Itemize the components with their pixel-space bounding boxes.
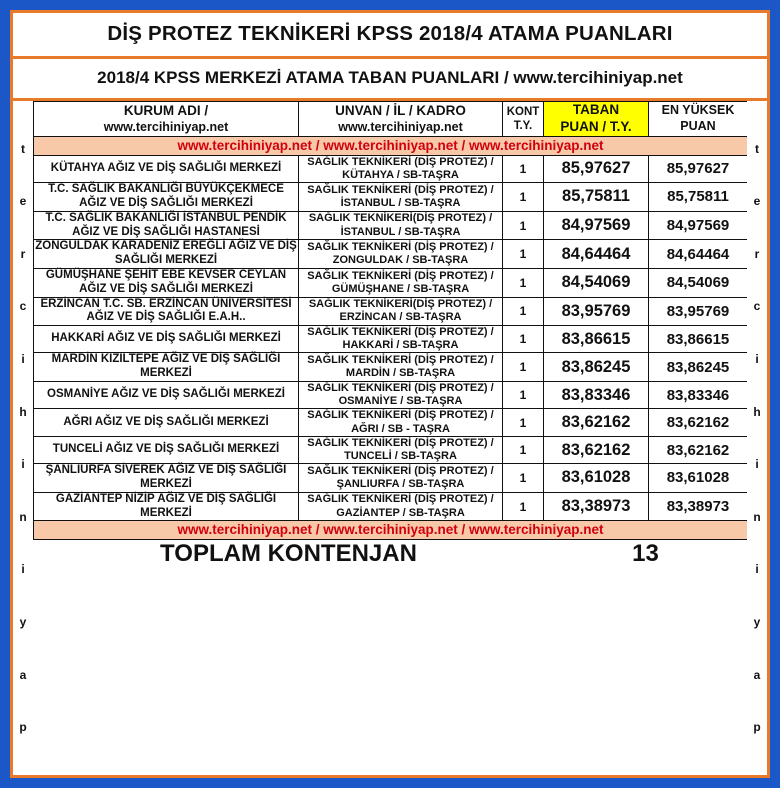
side-letter: i (755, 562, 759, 577)
cell-unvan: SAĞLIK TEKNİKERİ (DİŞ PROTEZ) / ZONGULDAK / SB-TAŞRA (299, 240, 503, 269)
cell-kurum: ZONGULDAK KARADENİZ EREĞLİ AĞIZ VE DİŞ SAĞLIĞI MERKEZİ (34, 240, 299, 269)
promo-text: www.tercihiniyap.net / www.tercihiniyap.net / www.tercihiniyap.net (177, 137, 604, 153)
cell-taban-puan: 83,62162 (544, 409, 649, 436)
cell-kontenjan: 1 (503, 409, 544, 436)
side-letter: i (21, 562, 25, 577)
table-body (34, 155, 748, 568)
cell-taban-puan: 84,97569 (544, 211, 649, 240)
side-letter: y (753, 615, 761, 630)
cell-unvan: SAĞLIK TEKNİKERİ (DİŞ PROTEZ) / AĞRI / SB - TAŞRA (299, 409, 503, 436)
cell-en-yuksek-puan: 83,38973 (649, 492, 748, 521)
cell-kurum: ŞANLIURFA SİVEREK AĞIZ VE DİŞ SAĞLIĞI MERKEZİ (34, 464, 299, 493)
cell-kurum: T.C. SAĞLIK BAKANLIĞI BÜYÜKÇEKMECE AĞIZ VE DİŞ SAĞLIĞI MERKEZİ (34, 183, 299, 212)
side-letter: r (754, 246, 760, 261)
side-letter: h (19, 404, 27, 419)
side-letter: i (21, 352, 25, 367)
cell-kontenjan: 1 (503, 492, 544, 521)
side-letters-right (747, 101, 767, 775)
side-letter: a (19, 667, 27, 682)
cell-unvan: SAĞLIK TEKNİKERİ (DİŞ PROTEZ) / GÜMÜŞHANE / SB-TAŞRA (299, 268, 503, 297)
promo-cell (34, 521, 748, 540)
cell-kurum: MARDİN KIZILTEPE AĞIZ VE DİŞ SAĞLIĞI MERKEZİ (34, 353, 299, 382)
side-letter: c (753, 299, 761, 314)
cell-kontenjan: 1 (503, 183, 544, 212)
side-letter: t (755, 141, 759, 156)
col-header-kurum: KURUM ADI / www.tercihiniyap.net (34, 102, 299, 137)
document-frame (10, 10, 770, 778)
cell-kontenjan: 1 (503, 382, 544, 409)
cell-en-yuksek-puan: 83,95769 (649, 297, 748, 326)
cell-kontenjan: 1 (503, 155, 544, 182)
side-letter: n (19, 509, 27, 524)
cell-taban-puan: 83,61028 (544, 464, 649, 493)
cell-kurum: ERZİNCAN T.C. SB. ERZİNCAN ÜNİVERSİTESİ AĞIZ VE DİŞ SAĞLIĞI E.A.H.. (34, 297, 299, 326)
table-row (34, 436, 748, 463)
table-row (34, 464, 748, 493)
cell-taban-puan: 84,54069 (544, 268, 649, 297)
table-header-row (34, 102, 748, 137)
total-row (34, 540, 748, 569)
cell-kontenjan: 1 (503, 268, 544, 297)
cell-en-yuksek-puan: 85,75811 (649, 183, 748, 212)
cell-taban-puan: 83,62162 (544, 436, 649, 463)
cell-unvan: SAĞLIK TEKNİKERİ(DİŞ PROTEZ) / ERZİNCAN / SB-TAŞRA (299, 297, 503, 326)
cell-kontenjan: 1 (503, 211, 544, 240)
cell-taban-puan: 84,64464 (544, 240, 649, 269)
table-row (34, 382, 748, 409)
cell-taban-puan: 83,95769 (544, 297, 649, 326)
cell-kurum: T.C. SAĞLIK BAKANLIĞI İSTANBUL PENDİK AĞIZ VE DİŞ SAĞLIĞI HASTANESİ (34, 211, 299, 240)
side-letter: i (755, 352, 759, 367)
side-letter: n (753, 509, 761, 524)
cell-en-yuksek-puan: 83,62162 (649, 409, 748, 436)
page-title: DİŞ PROTEZ TEKNİKERİ KPSS 2018/4 ATAMA PUANLARI (107, 22, 673, 45)
side-letter: i (755, 457, 759, 472)
cell-kontenjan: 1 (503, 326, 544, 353)
cell-en-yuksek-puan: 83,86245 (649, 353, 748, 382)
total-value: 13 (544, 540, 748, 569)
table-area (13, 101, 767, 775)
table-row (34, 240, 748, 269)
cell-kontenjan: 1 (503, 240, 544, 269)
document-subtitle-bar (13, 59, 767, 101)
col-header-kontenjan: KONT T.Y. (503, 102, 544, 137)
cell-kurum: OSMANİYE AĞIZ VE DİŞ SAĞLIĞI MERKEZİ (34, 382, 299, 409)
cell-kontenjan: 1 (503, 464, 544, 493)
cell-taban-puan: 85,97627 (544, 155, 649, 182)
side-letter: h (753, 404, 761, 419)
scores-table (33, 101, 748, 568)
cell-kurum: TUNCELİ AĞIZ VE DİŞ SAĞLIĞI MERKEZİ (34, 436, 299, 463)
side-letter: r (20, 246, 26, 261)
side-letters-left (13, 101, 33, 775)
cell-unvan: SAĞLIK TEKNİKERİ(DİŞ PROTEZ) / İSTANBUL / SB-TAŞRA (299, 211, 503, 240)
cell-taban-puan: 83,86245 (544, 353, 649, 382)
side-letter: p (19, 720, 27, 735)
col-header-taban-puan: TABAN PUAN / T.Y. (544, 102, 649, 137)
side-letter: p (753, 720, 761, 735)
cell-kontenjan: 1 (503, 353, 544, 382)
side-letter: e (19, 194, 27, 209)
cell-unvan: SAĞLIK TEKNİKERİ (DİŞ PROTEZ) / ŞANLIURFA / SB-TAŞRA (299, 464, 503, 493)
cell-kurum: AĞRI AĞIZ VE DİŞ SAĞLIĞI MERKEZİ (34, 409, 299, 436)
side-letter: c (19, 299, 27, 314)
table-row (34, 492, 748, 521)
promo-band-bottom (34, 521, 748, 540)
cell-unvan: SAĞLIK TEKNİKERİ (DİŞ PROTEZ) / HAKKARİ / SB-TAŞRA (299, 326, 503, 353)
col-header-en-yuksek-puan: EN YÜKSEK PUAN (649, 102, 748, 137)
page-subtitle: 2018/4 KPSS MERKEZİ ATAMA TABAN PUANLARI / www.tercihiniyap.net (97, 68, 683, 87)
table-row (34, 409, 748, 436)
table-row (34, 326, 748, 353)
cell-en-yuksek-puan: 83,86615 (649, 326, 748, 353)
side-letter: t (21, 141, 25, 156)
table-row (34, 183, 748, 212)
cell-kurum: GAZİANTEP NİZİP AĞIZ VE DİŞ SAĞLIĞI MERKEZİ (34, 492, 299, 521)
cell-kurum: GÜMÜŞHANE ŞEHİT EBE KEVSER CEYLAN AĞIZ VE DİŞ SAĞLIĞI MERKEZİ (34, 268, 299, 297)
cell-en-yuksek-puan: 83,62162 (649, 436, 748, 463)
cell-en-yuksek-puan: 83,83346 (649, 382, 748, 409)
cell-taban-puan: 83,86615 (544, 326, 649, 353)
side-letter: i (21, 457, 25, 472)
cell-unvan: SAĞLIK TEKNİKERİ (DİŞ PROTEZ) / TUNCELİ / SB-TAŞRA (299, 436, 503, 463)
cell-en-yuksek-puan: 84,54069 (649, 268, 748, 297)
document-title-bar (13, 13, 767, 59)
cell-unvan: SAĞLIK TEKNİKERİ (DİŞ PROTEZ) / OSMANİYE / SB-TAŞRA (299, 382, 503, 409)
cell-unvan: SAĞLIK TEKNİKERİ (DİŞ PROTEZ) / GAZİANTEP / SB-TAŞRA (299, 492, 503, 521)
cell-unvan: SAĞLIK TEKNİKERİ (DİŞ PROTEZ) / İSTANBUL / SB-TAŞRA (299, 183, 503, 212)
cell-taban-puan: 85,75811 (544, 183, 649, 212)
table-row (34, 297, 748, 326)
cell-en-yuksek-puan: 85,97627 (649, 155, 748, 182)
cell-en-yuksek-puan: 84,64464 (649, 240, 748, 269)
side-letter: y (19, 615, 27, 630)
cell-unvan: SAĞLIK TEKNİKERİ (DİŞ PROTEZ) / KÜTAHYA / SB-TAŞRA (299, 155, 503, 182)
cell-taban-puan: 83,38973 (544, 492, 649, 521)
cell-taban-puan: 83,83346 (544, 382, 649, 409)
cell-kontenjan: 1 (503, 436, 544, 463)
side-letter: a (753, 667, 761, 682)
cell-kontenjan: 1 (503, 297, 544, 326)
promo-cell (34, 136, 748, 155)
promo-text: www.tercihiniyap.net / www.tercihiniyap.net / www.tercihiniyap.net (177, 522, 604, 538)
table-row (34, 353, 748, 382)
table-row (34, 268, 748, 297)
cell-en-yuksek-puan: 83,61028 (649, 464, 748, 493)
cell-kurum: KÜTAHYA AĞIZ VE DİŞ SAĞLIĞI MERKEZİ (34, 155, 299, 182)
table-row (34, 211, 748, 240)
cell-kurum: HAKKARİ AĞIZ VE DİŞ SAĞLIĞI MERKEZİ (34, 326, 299, 353)
side-letter: e (753, 194, 761, 209)
promo-band-top (34, 136, 748, 155)
col-header-unvan: UNVAN / İL / KADRO www.tercihiniyap.net (299, 102, 503, 137)
table-row (34, 155, 748, 182)
total-label: TOPLAM KONTENJAN (34, 540, 544, 569)
cell-unvan: SAĞLIK TEKNİKERİ (DİŞ PROTEZ) / MARDİN / SB-TAŞRA (299, 353, 503, 382)
cell-en-yuksek-puan: 84,97569 (649, 211, 748, 240)
